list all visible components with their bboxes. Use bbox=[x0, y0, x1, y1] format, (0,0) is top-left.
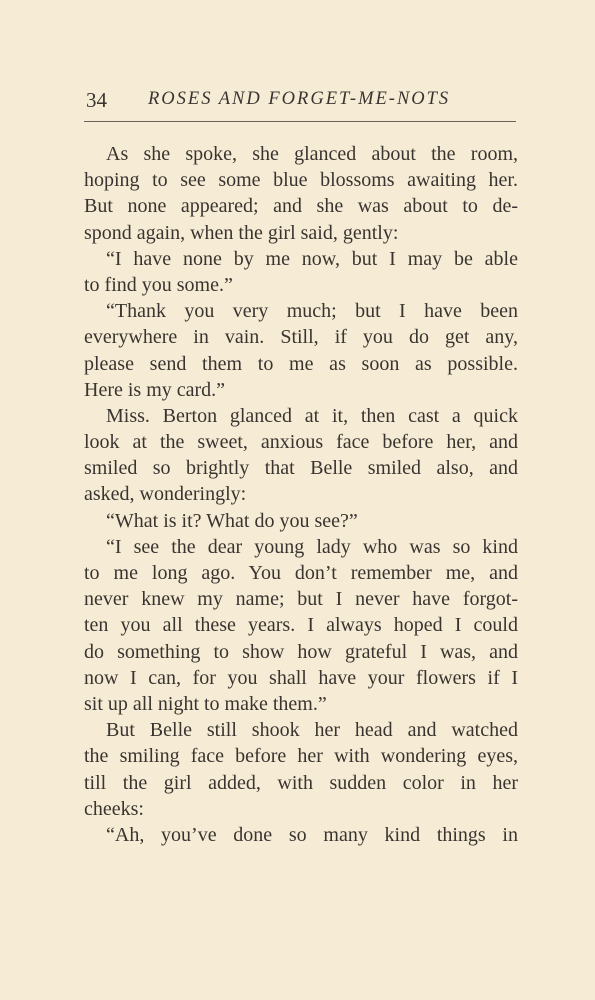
text-line: now I can, for you shall have your flowers if I bbox=[84, 666, 518, 689]
text-line: But Belle still shook her head and watched bbox=[106, 719, 518, 742]
text-line: “I have none by me now, but I may be able bbox=[106, 247, 518, 270]
text-line: “Ah, you’ve done so many kind things in bbox=[106, 823, 518, 846]
text-line: “What is it? What do you see?” bbox=[106, 509, 358, 532]
text-line: please send them to me as soon as possible. bbox=[84, 352, 518, 375]
text-line: everywhere in vain. Still, if you do get any, bbox=[84, 326, 518, 349]
text-line: to find you some.” bbox=[84, 273, 233, 296]
text-line: Miss. Berton glanced at it, then cast a quick bbox=[106, 404, 518, 427]
text-line: smiled so brightly that Belle smiled also, and bbox=[84, 457, 518, 480]
header-rule bbox=[84, 121, 516, 122]
text-line: spond again, when the girl said, gently: bbox=[84, 221, 399, 244]
text-line: “I see the dear young lady who was so kind bbox=[106, 535, 518, 558]
text-line: As she spoke, she glanced about the room, bbox=[106, 143, 518, 165]
text-line: look at the sweet, anxious face before her, and bbox=[84, 431, 518, 454]
text-line: Here is my card.” bbox=[84, 378, 226, 401]
text-line: never knew my name; but I never have forgot- bbox=[84, 588, 518, 611]
text-line: But none appeared; and she was about to de- bbox=[84, 195, 518, 218]
text-line: to me long ago. You don’t remember me, and bbox=[84, 562, 518, 584]
page-number: 34 bbox=[86, 88, 107, 112]
text-line: hoping to see some blue blossoms awaiting her. bbox=[84, 169, 518, 192]
text-line: ten you all these years. I always hoped I could bbox=[84, 614, 518, 637]
body-text bbox=[84, 141, 518, 848]
text-line: the smiling face before her with wondering eyes, bbox=[84, 745, 518, 768]
text-line: “Thank you very much; but I have been bbox=[106, 300, 518, 323]
text-line: till the girl added, with sudden color in her bbox=[84, 771, 518, 794]
page-header bbox=[84, 88, 514, 118]
text-line: asked, wonderingly: bbox=[84, 483, 247, 506]
text-line: cheeks: bbox=[84, 797, 144, 820]
text-line: sit up all night to make them.” bbox=[84, 692, 327, 715]
running-title: ROSES AND FORGET-ME-NOTS bbox=[148, 89, 451, 109]
text-line: do something to show how grateful I was, and bbox=[84, 640, 518, 663]
